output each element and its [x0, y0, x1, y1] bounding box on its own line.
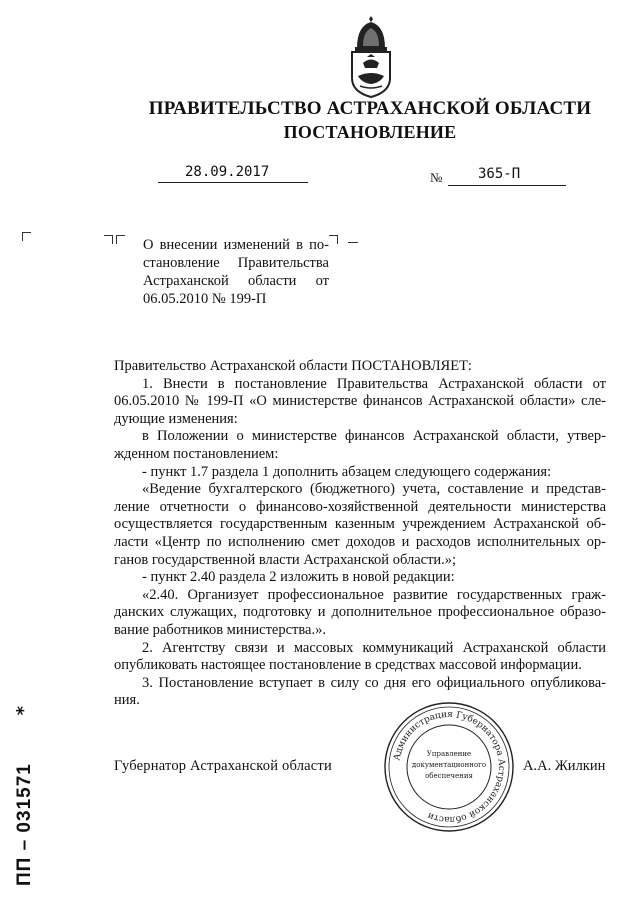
official-stamp-seal — [382, 700, 516, 834]
seal-ring-text: Администрация Губернатора Астраханской области — [392, 709, 507, 825]
coat-of-arms-emblem — [346, 12, 396, 98]
document-date: 28.09.2017 — [185, 164, 270, 180]
paragraph: - пункт 2.40 раздела 2 изложить в новой редакции: — [142, 569, 455, 586]
paragraph: «Ведение бухгалтерского (бюджетного) учета, составление и представ-ление отчетности о финансово-хозяйственной деятельности министерства осуществляется государственным казенным учреждением Астраханской об-ласти «Центр по исполнению смет доходов и расходов исполнительных ор-ганов государственной власти Астраханской области.»; — [114, 481, 606, 568]
seal-center-line: документационного — [411, 761, 487, 769]
government-title: ПРАВИТЕЛЬСТВО АСТРАХАНСКОЙ ОБЛАСТИ — [148, 98, 592, 119]
paragraph: - пункт 1.7 раздела 1 дополнить абзацем следующего содержания: — [142, 463, 552, 480]
subject-line: 06.05.2010 № 199-П — [143, 291, 267, 307]
paragraph: «2.40. Организует профессиональное развитие государственных граж-данских служащих, подготовку и дополнительное профессиональное образо-вание работников министерства.». — [114, 586, 606, 638]
corner-mark-subject-left-b — [116, 235, 125, 244]
document-type-title: ПОСТАНОВЛЕНИЕ — [283, 122, 457, 142]
number-underline — [448, 185, 566, 186]
date-underline — [158, 182, 308, 183]
corner-mark-subject-left-a — [104, 235, 113, 244]
subject-line: О внесении изменений в по- — [143, 237, 329, 253]
resolution-body — [114, 358, 606, 710]
serial-code-vertical — [6, 700, 36, 890]
paragraph: в Положении о министерстве финансов Астраханской области, утвер-жденном постановлением: — [114, 428, 606, 462]
serial-code-text: ПП – 031571 — [14, 763, 35, 886]
document-number: 365-П — [478, 166, 521, 182]
subject-dash-mark — [348, 242, 358, 243]
subject-line: становление Правительства — [143, 255, 329, 271]
signatory-position: Губернатор Астраханской области — [114, 758, 332, 774]
resolution-lead: Правительство Астраханской области ПОСТАНОВЛЯЕТ: — [114, 358, 472, 374]
asterisk-mark: * — [13, 706, 34, 716]
subject-block — [143, 236, 329, 308]
signatory-name: А.А. Жилкин — [523, 758, 606, 774]
paragraph: 3. Постановление вступает в силу со дня его официального опубликова-ния. — [114, 674, 606, 709]
subject-line: Астраханской области от — [143, 273, 329, 289]
seal-center-line: обеспечения — [425, 772, 473, 780]
corner-mark-subject-right — [329, 235, 338, 244]
corner-mark-top-left — [22, 232, 31, 241]
number-sign: № — [430, 170, 443, 185]
paragraph: 2. Агентству связи и массовых коммуникаций Астраханской области опубликовать настоящее постановление в средствах массовой информации. — [114, 639, 606, 674]
seal-center-line: Управление — [426, 750, 472, 758]
paragraph: 1. Внести в постановление Правительства Астраханской области от 06.05.2010 № 199-П «О министерстве финансов Астраханской области» сле-дующие изменения: — [114, 375, 606, 427]
